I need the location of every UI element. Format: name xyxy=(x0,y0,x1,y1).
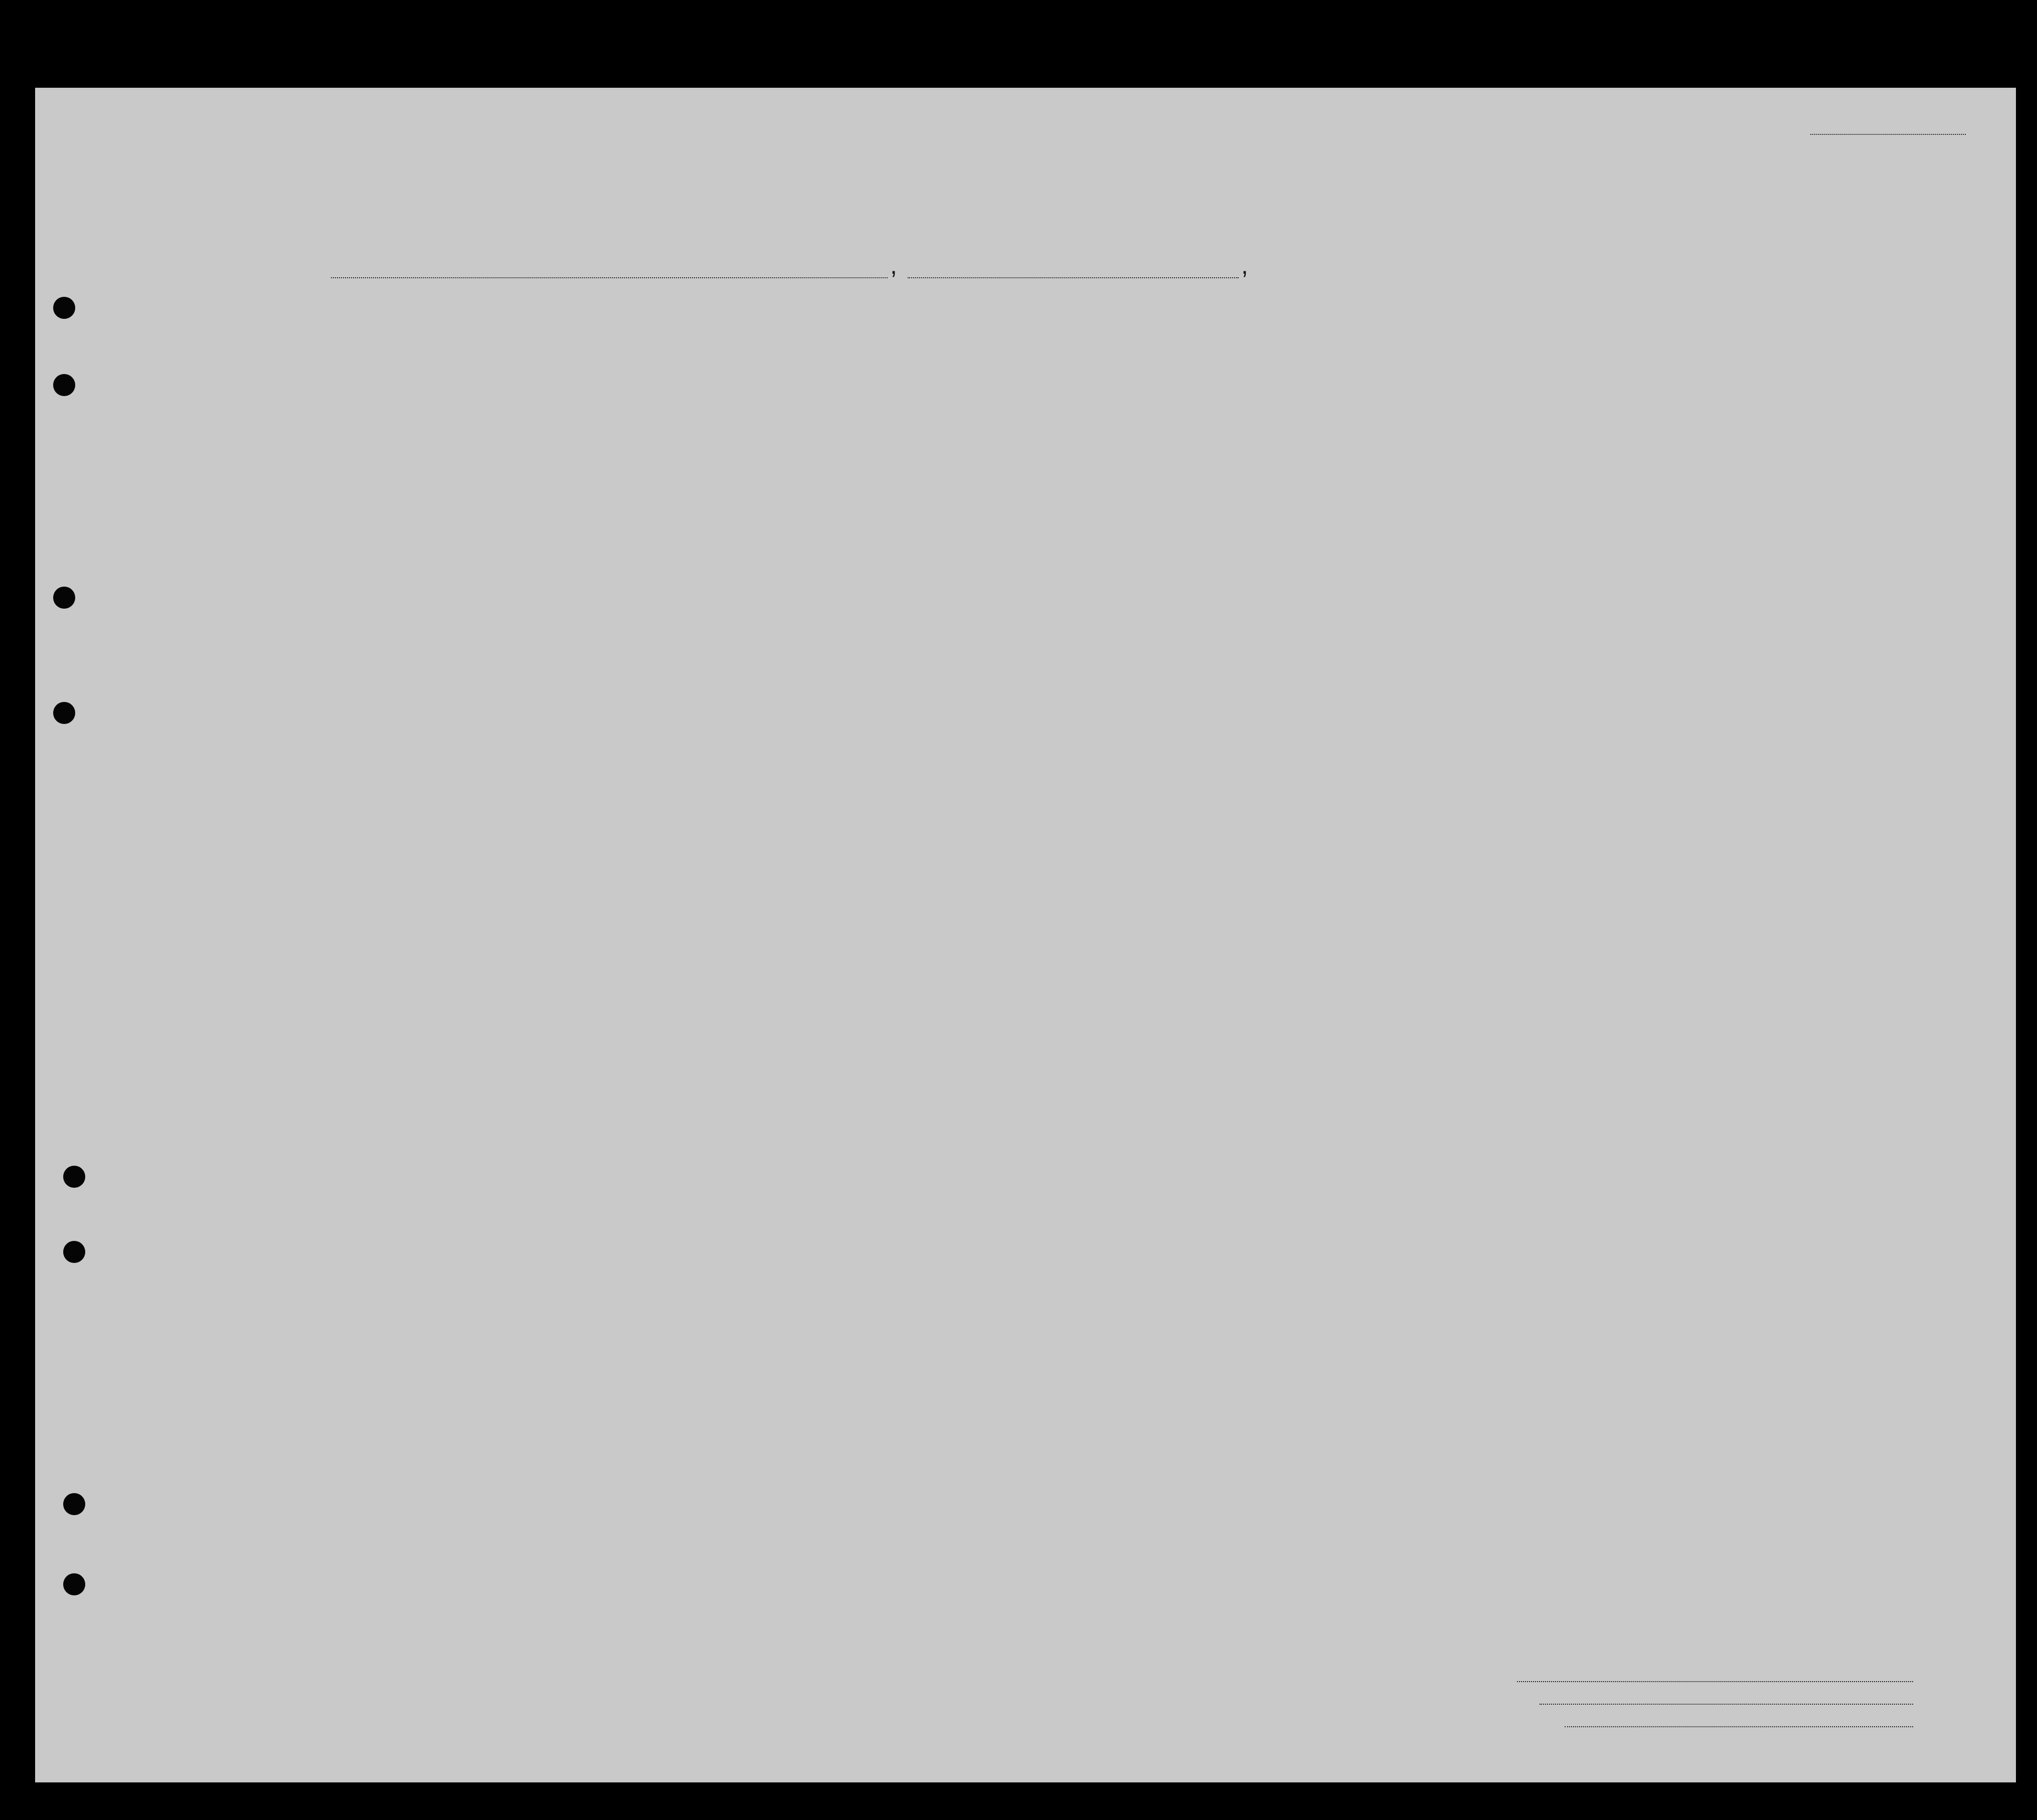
line-blank xyxy=(1517,1681,1913,1682)
comma-1: , xyxy=(890,251,897,279)
comma-2: , xyxy=(1241,251,1248,279)
punch-hole xyxy=(53,587,75,609)
punch-hole xyxy=(53,702,75,724)
agents-blank xyxy=(1565,1726,1913,1727)
punch-hole xyxy=(63,1493,85,1515)
punch-hole xyxy=(53,297,75,319)
punch-hole xyxy=(63,1241,85,1263)
owners-blank xyxy=(1540,1704,1913,1705)
punch-hole xyxy=(63,1166,85,1188)
manifest-grid xyxy=(35,88,2016,1782)
punch-hole xyxy=(63,1573,85,1595)
punch-hole xyxy=(53,374,75,396)
manifest-sheet xyxy=(35,88,2016,1782)
